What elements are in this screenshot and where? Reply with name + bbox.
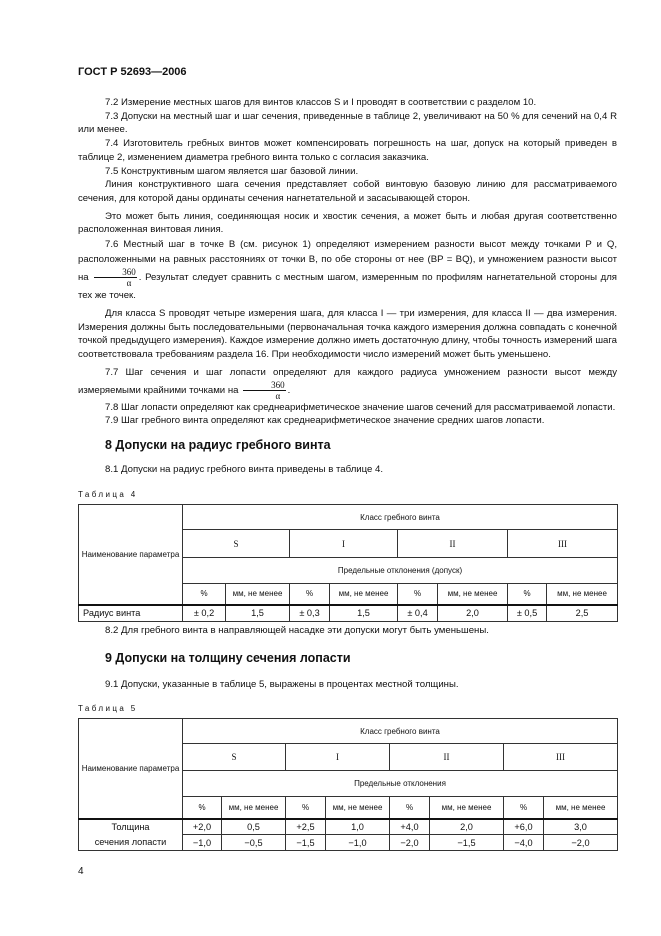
section-8-text	[78, 463, 617, 477]
cell: −1,0	[183, 835, 222, 851]
unit-pct: %	[183, 797, 222, 819]
table-4-caption: Таблица 4	[78, 490, 138, 499]
class-iii: III	[508, 530, 618, 558]
table-row	[79, 835, 618, 851]
cell: 3,0	[544, 819, 618, 835]
text: .	[287, 384, 291, 396]
section-9-text	[78, 678, 617, 692]
unit-pct: %	[508, 584, 547, 605]
cell: 1,5	[226, 605, 290, 622]
cell: ± 0,3	[290, 605, 330, 622]
cell: +6,0	[504, 819, 544, 835]
cell: +4,0	[390, 819, 430, 835]
denominator: α	[126, 278, 132, 289]
text: 7.7 Шаг сечения и шаг лопасти определяют для каждого радиуса умножением разности высот между измеряемыми крайними точками на	[78, 366, 617, 396]
unit-pct: %	[390, 797, 430, 819]
unit-pct: %	[290, 584, 330, 605]
cell: +2,0	[183, 819, 222, 835]
unit-pct: %	[286, 797, 326, 819]
section-8-title: 8 Допуски на радиус гребного винта	[105, 438, 331, 452]
paragraph: 8.2 Для гребного винта в направляющей насадке эти допуски могут быть уменьшены.	[105, 625, 489, 636]
denominator: α	[275, 390, 281, 401]
paragraph: 7.9 Шаг гребного винта определяют как среднеарифметическое значение средних шагов лопасти.	[105, 415, 545, 427]
paragraph: Для класса S проводят четыре измерения шага, для класса I — три измерения, для класса II — два измерения. Измерения должны быть последовательными (первоначальная точка каждого измерения должна совпадать с конечной точкой предыдущего измерения). Каждое измерение должно иметь достаточную длину, чтобы точность измерений шага соответствовала требованиям раздела 16. При необходимости число измерений может быть уменьшено.	[78, 308, 617, 361]
row-name: Толщина	[79, 819, 183, 835]
cell: 2,0	[430, 819, 504, 835]
param-header: Наименование параметра	[79, 505, 183, 605]
paragraph-7-7	[78, 366, 617, 401]
unit-mm: мм, не менее	[544, 797, 618, 819]
text: . Результат следует сравнить с местным шагом, измеренным по профилям нагнетательной стороны для тех же точек.	[78, 272, 617, 302]
cell: ± 0,5	[508, 605, 547, 622]
paragraph: 9.1 Допуски, указанные в таблице 5, выражены в процентах местной толщины.	[105, 679, 459, 690]
table-5	[78, 718, 618, 851]
cell: −2,0	[390, 835, 430, 851]
table-row	[79, 605, 618, 622]
class-ii: II	[390, 744, 504, 771]
cell: ± 0,4	[398, 605, 438, 622]
paragraph: Линия конструктивного шага сечения представляет собой винтовую базовую линию для рассматриваемого сечения, для которой даны ординаты сечения нагнетательной и засасывающей сторон.	[78, 179, 617, 204]
unit-mm: мм, не менее	[438, 584, 508, 605]
class-ii: II	[398, 530, 508, 558]
cell: 2,0	[438, 605, 508, 622]
paragraph: 7.8 Шаг лопасти определяют как среднеарифметическое значение шагов сечений для рассматриваемой лопасти.	[105, 401, 616, 413]
cell: 1,5	[330, 605, 398, 622]
cell: 1,0	[326, 819, 390, 835]
cell: −1,0	[326, 835, 390, 851]
numerator: 360	[243, 380, 286, 391]
fraction	[94, 267, 137, 288]
unit-mm: мм, не менее	[547, 584, 618, 605]
section-9-title: 9 Допуски на толщину сечения лопасти	[105, 651, 351, 665]
class-i: I	[290, 530, 398, 558]
unit-mm: мм, не менее	[330, 584, 398, 605]
paragraph-8-2	[78, 624, 617, 638]
row-name: сечения лопасти	[79, 835, 183, 851]
paragraph: 8.1 Допуски на радиус гребного винта приведены в таблице 4.	[105, 464, 384, 475]
cell: −0,5	[222, 835, 286, 851]
class-i: I	[286, 744, 390, 771]
table-4	[78, 504, 618, 622]
text: 7.6 Местный шаг в точке B (см. рисунок 1) определяют измерением разности высот между точками P и Q, расположенными на равных расстояниях от точки B, по обе стороны от нее (BP = BQ), и умножением разности высот на	[78, 239, 617, 284]
numerator: 360	[94, 267, 137, 278]
unit-mm: мм, не менее	[326, 797, 390, 819]
table-5-caption: Таблица 5	[78, 704, 138, 713]
row-name: Радиус винта	[79, 605, 183, 622]
cell: 2,5	[547, 605, 618, 622]
unit-pct: %	[504, 797, 544, 819]
cell: −2,0	[544, 835, 618, 851]
table-row	[79, 819, 618, 835]
fraction	[243, 380, 286, 401]
cell: ± 0,2	[183, 605, 226, 622]
deviation-header: Предельные отклонения	[183, 771, 618, 797]
unit-mm: мм, не менее	[226, 584, 290, 605]
class-header: Класс гребного винта	[183, 719, 618, 744]
section-7-text	[78, 96, 617, 428]
paragraph-7-6	[78, 237, 617, 303]
unit-pct: %	[183, 584, 226, 605]
unit-mm: мм, не менее	[222, 797, 286, 819]
param-header: Наименование параметра	[79, 719, 183, 819]
paragraph: 7.2 Измерение местных шагов для винтов классов S и I проводят в соответствии с разделом 10.	[105, 97, 537, 108]
paragraph: 7.4 Изготовитель гребных винтов может компенсировать погрешность на шаг, допуск на который приведен в таблице 2, изменением диаметра гребного винта только с согласия заказчика.	[78, 138, 617, 163]
paragraph: 7.3 Допуски на местный шаг и шаг сечения, приведенные в таблице 2, увеличивают на 50 % для сечений на 0,4 R или менее.	[78, 110, 617, 136]
paragraph: Это может быть линия, соединяющая носик и хвостик сечения, а может быть и любая другая соответственно расположенная винтовая линия.	[78, 210, 617, 236]
class-s: S	[183, 530, 290, 558]
class-header: Класс гребного винта	[183, 505, 618, 530]
unit-mm: мм, не менее	[430, 797, 504, 819]
unit-pct: %	[398, 584, 438, 605]
cell: 0,5	[222, 819, 286, 835]
page-number: 4	[78, 866, 84, 877]
document-header: ГОСТ Р 52693—2006	[78, 66, 187, 78]
paragraph: 7.5 Конструктивным шагом является шаг базовой линии.	[105, 165, 359, 177]
cell: −4,0	[504, 835, 544, 851]
cell: −1,5	[430, 835, 504, 851]
class-iii: III	[504, 744, 618, 771]
class-s: S	[183, 744, 286, 771]
deviation-header: Предельные отклонения (допуск)	[183, 558, 618, 584]
cell: +2,5	[286, 819, 326, 835]
cell: −1,5	[286, 835, 326, 851]
